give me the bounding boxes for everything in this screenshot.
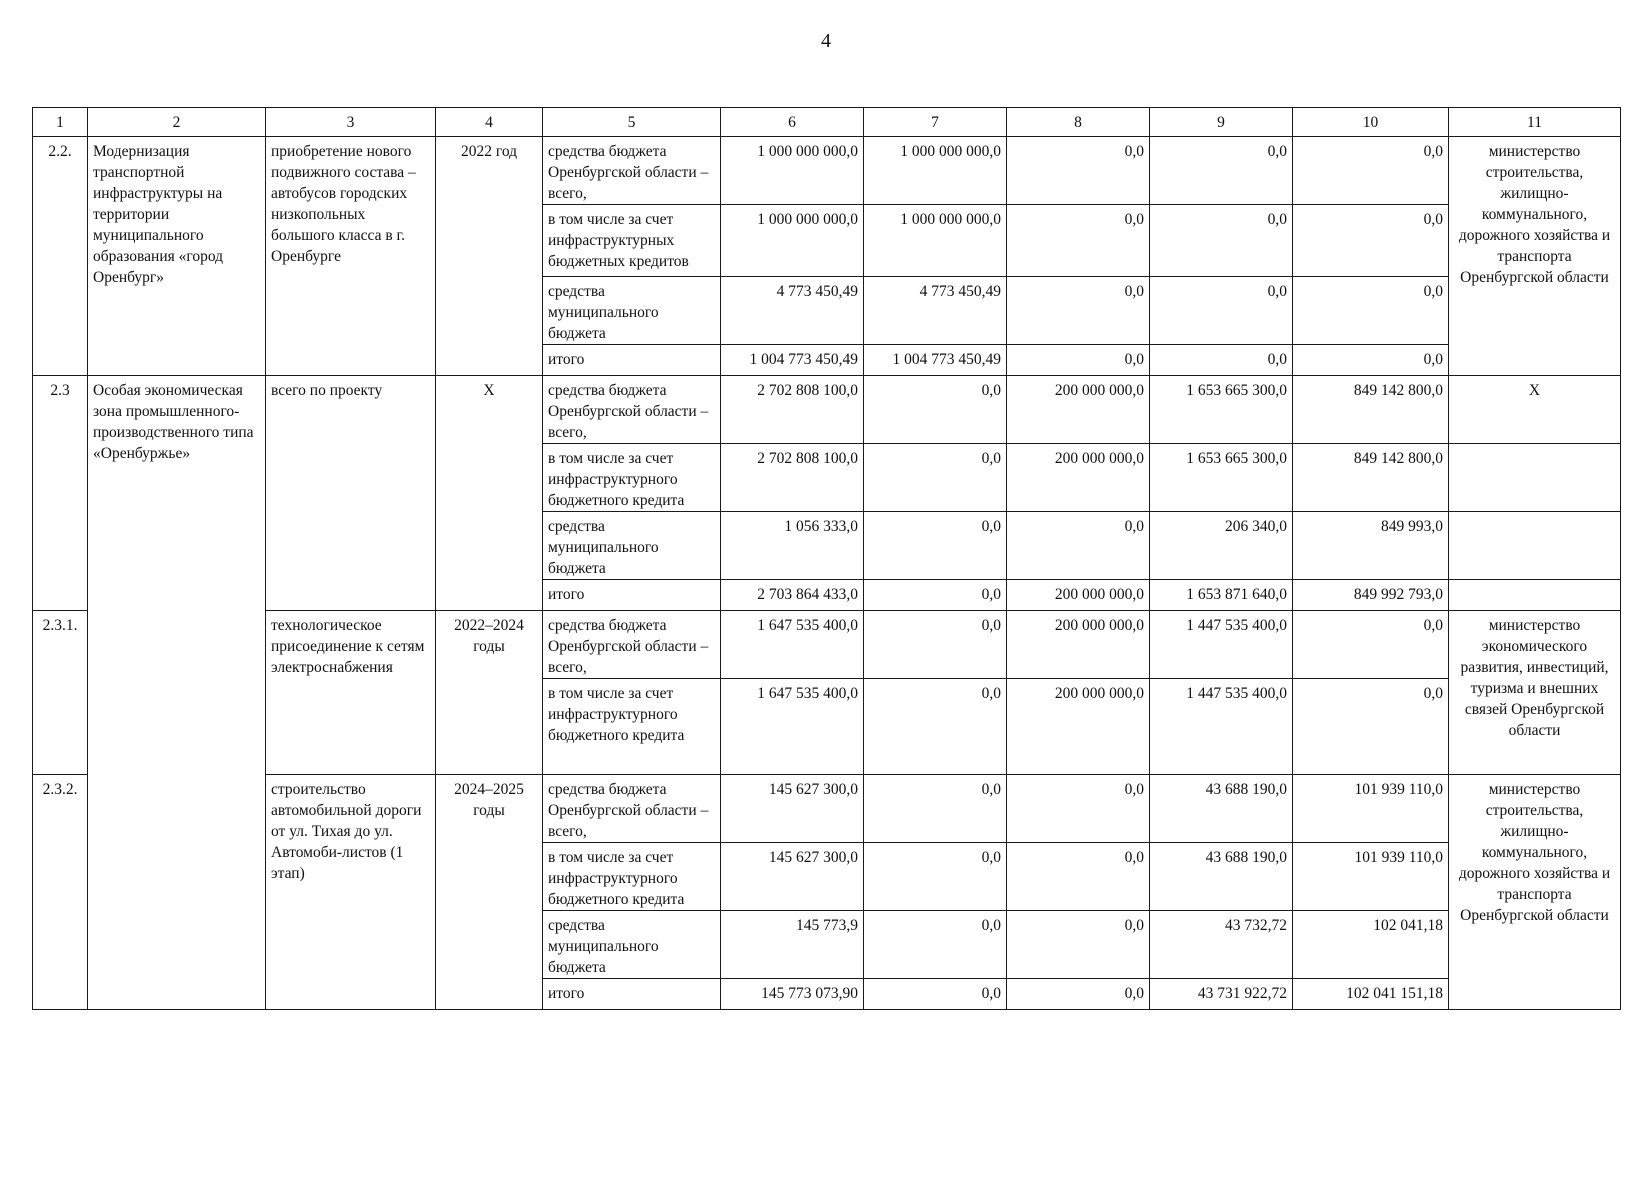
- header-cell: 4: [436, 108, 543, 137]
- value-cell: 0,0: [1293, 277, 1449, 345]
- value-cell: 0,0: [1150, 137, 1293, 205]
- value-cell: 101 939 110,0: [1293, 775, 1449, 843]
- item-period: 2024–2025 годы: [436, 775, 543, 1010]
- value-cell: 0,0: [1007, 512, 1150, 580]
- empty-cell: [1449, 512, 1621, 580]
- header-cell: 6: [721, 108, 864, 137]
- value-cell: 0,0: [864, 979, 1007, 1010]
- item-period: 2022 год: [436, 137, 543, 376]
- funding-source: средства муниципального бюджета: [543, 512, 721, 580]
- value-cell: 0,0: [1007, 979, 1150, 1010]
- value-cell: 1 447 535 400,0: [1150, 611, 1293, 679]
- funding-source: в том числе за счет инфраструктурного бюджетного кредита: [543, 444, 721, 512]
- value-cell: 849 993,0: [1293, 512, 1449, 580]
- value-cell: 1 647 535 400,0: [721, 679, 864, 775]
- value-cell: 0,0: [1007, 277, 1150, 345]
- value-cell: 200 000 000,0: [1007, 580, 1150, 611]
- value-cell: 0,0: [1007, 137, 1150, 205]
- funding-source: средства бюджета Оренбургской области – всего,: [543, 611, 721, 679]
- value-cell: 1 004 773 450,49: [864, 345, 1007, 376]
- value-cell: 1 447 535 400,0: [1150, 679, 1293, 775]
- value-cell: 206 340,0: [1150, 512, 1293, 580]
- funding-source: средства муниципального бюджета: [543, 277, 721, 345]
- item-number: 2.3.2.: [33, 775, 88, 1010]
- funding-source: средства бюджета Оренбургской области – всего,: [543, 137, 721, 205]
- value-cell: 145 627 300,0: [721, 775, 864, 843]
- value-cell: 200 000 000,0: [1007, 679, 1150, 775]
- value-cell: 0,0: [1293, 205, 1449, 277]
- item-number: 2.2.: [33, 137, 88, 376]
- header-cell: 2: [88, 108, 266, 137]
- table-row: [33, 611, 1621, 679]
- value-cell: 1 000 000 000,0: [864, 137, 1007, 205]
- value-cell: 2 702 808 100,0: [721, 444, 864, 512]
- value-cell: 43 731 922,72: [1150, 979, 1293, 1010]
- header-row: [33, 108, 1621, 137]
- value-cell: 200 000 000,0: [1007, 611, 1150, 679]
- funding-source: итого: [543, 979, 721, 1010]
- value-cell: 0,0: [1150, 345, 1293, 376]
- item-measure: всего по проекту: [266, 376, 436, 611]
- funding-source: в том числе за счет инфраструктурного бюджетного кредита: [543, 843, 721, 911]
- value-cell: 1 653 871 640,0: [1150, 580, 1293, 611]
- value-cell: 102 041,18: [1293, 911, 1449, 979]
- funding-source: средства бюджета Оренбургской области – всего,: [543, 376, 721, 444]
- item-measure: приобретение нового подвижного состава – автобусов городских низкопольных большого класса в г. Оренбурге: [266, 137, 436, 376]
- item-number: 2.3.1.: [33, 611, 88, 775]
- value-cell: 0,0: [864, 376, 1007, 444]
- table-row: [33, 376, 1621, 444]
- value-cell: 43 688 190,0: [1150, 775, 1293, 843]
- responsible-body: министерство экономического развития, инвестиций, туризма и внешних связей Оренбургской области: [1449, 611, 1621, 775]
- funding-source: итого: [543, 580, 721, 611]
- value-cell: 0,0: [1293, 611, 1449, 679]
- value-cell: 0,0: [864, 580, 1007, 611]
- value-cell: 1 647 535 400,0: [721, 611, 864, 679]
- header-cell: 10: [1293, 108, 1449, 137]
- value-cell: 145 627 300,0: [721, 843, 864, 911]
- funding-source: в том числе за счет инфраструктурных бюджетных кредитов: [543, 205, 721, 277]
- responsible-body: Х: [1449, 376, 1621, 444]
- header-cell: 11: [1449, 108, 1621, 137]
- value-cell: 849 142 800,0: [1293, 376, 1449, 444]
- responsible-body: министерство строительства, жилищно-коммунального, дорожного хозяйства и транспорта Оренбургской области: [1449, 775, 1621, 1010]
- value-cell: 0,0: [864, 911, 1007, 979]
- value-cell: 0,0: [1007, 843, 1150, 911]
- value-cell: 0,0: [1293, 137, 1449, 205]
- funding-source: итого: [543, 345, 721, 376]
- header-cell: 5: [543, 108, 721, 137]
- value-cell: 1 000 000 000,0: [721, 205, 864, 277]
- budget-table: [32, 107, 1621, 1010]
- item-number: 2.3: [33, 376, 88, 611]
- value-cell: 200 000 000,0: [1007, 376, 1150, 444]
- empty-cell: [1449, 580, 1621, 611]
- funding-source: средства муниципального бюджета: [543, 911, 721, 979]
- value-cell: 0,0: [864, 679, 1007, 775]
- value-cell: 1 056 333,0: [721, 512, 864, 580]
- value-cell: 0,0: [864, 843, 1007, 911]
- value-cell: 1 653 665 300,0: [1150, 444, 1293, 512]
- value-cell: 1 653 665 300,0: [1150, 376, 1293, 444]
- value-cell: 0,0: [1007, 911, 1150, 979]
- header-cell: 1: [33, 108, 88, 137]
- item-period: Х: [436, 376, 543, 611]
- header-cell: 9: [1150, 108, 1293, 137]
- value-cell: 145 773,9: [721, 911, 864, 979]
- responsible-body: министерство строительства, жилищно-коммунального, дорожного хозяйства и транспорта Оренбургской области: [1449, 137, 1621, 376]
- value-cell: 2 702 808 100,0: [721, 376, 864, 444]
- value-cell: 0,0: [1150, 205, 1293, 277]
- empty-cell: [1449, 444, 1621, 512]
- funding-source: в том числе за счет инфраструктурного бюджетного кредита: [543, 679, 721, 775]
- value-cell: 43 688 190,0: [1150, 843, 1293, 911]
- value-cell: 1 004 773 450,49: [721, 345, 864, 376]
- value-cell: 0,0: [864, 611, 1007, 679]
- value-cell: 0,0: [1293, 679, 1449, 775]
- value-cell: 4 773 450,49: [864, 277, 1007, 345]
- value-cell: 0,0: [1150, 277, 1293, 345]
- value-cell: 849 992 793,0: [1293, 580, 1449, 611]
- item-name: Модернизация транспортной инфраструктуры на территории муниципального образования «город Оренбург»: [88, 137, 266, 376]
- value-cell: 849 142 800,0: [1293, 444, 1449, 512]
- value-cell: 4 773 450,49: [721, 277, 864, 345]
- value-cell: 0,0: [1007, 345, 1150, 376]
- table-row: [33, 137, 1621, 205]
- value-cell: 0,0: [864, 444, 1007, 512]
- item-period: 2022–2024 годы: [436, 611, 543, 775]
- funding-source: средства бюджета Оренбургской области – всего,: [543, 775, 721, 843]
- value-cell: 0,0: [1007, 205, 1150, 277]
- value-cell: 0,0: [864, 512, 1007, 580]
- item-measure: строительство автомобильной дороги от ул. Тихая до ул. Автомоби-листов (1 этап): [266, 775, 436, 1010]
- value-cell: 0,0: [864, 775, 1007, 843]
- value-cell: 0,0: [1007, 775, 1150, 843]
- value-cell: 102 041 151,18: [1293, 979, 1449, 1010]
- item-measure: технологическое присоединение к сетям электроснабжения: [266, 611, 436, 775]
- value-cell: 2 703 864 433,0: [721, 580, 864, 611]
- item-name: Особая экономическая зона промышленного-производственного типа «Оренбуржье»: [88, 376, 266, 1010]
- header-cell: 3: [266, 108, 436, 137]
- header-cell: 7: [864, 108, 1007, 137]
- value-cell: 145 773 073,90: [721, 979, 864, 1010]
- header-cell: 8: [1007, 108, 1150, 137]
- value-cell: 0,0: [1293, 345, 1449, 376]
- value-cell: 1 000 000 000,0: [721, 137, 864, 205]
- page-number: 4: [821, 30, 831, 52]
- value-cell: 1 000 000 000,0: [864, 205, 1007, 277]
- value-cell: 200 000 000,0: [1007, 444, 1150, 512]
- value-cell: 43 732,72: [1150, 911, 1293, 979]
- value-cell: 101 939 110,0: [1293, 843, 1449, 911]
- table-row: [33, 775, 1621, 843]
